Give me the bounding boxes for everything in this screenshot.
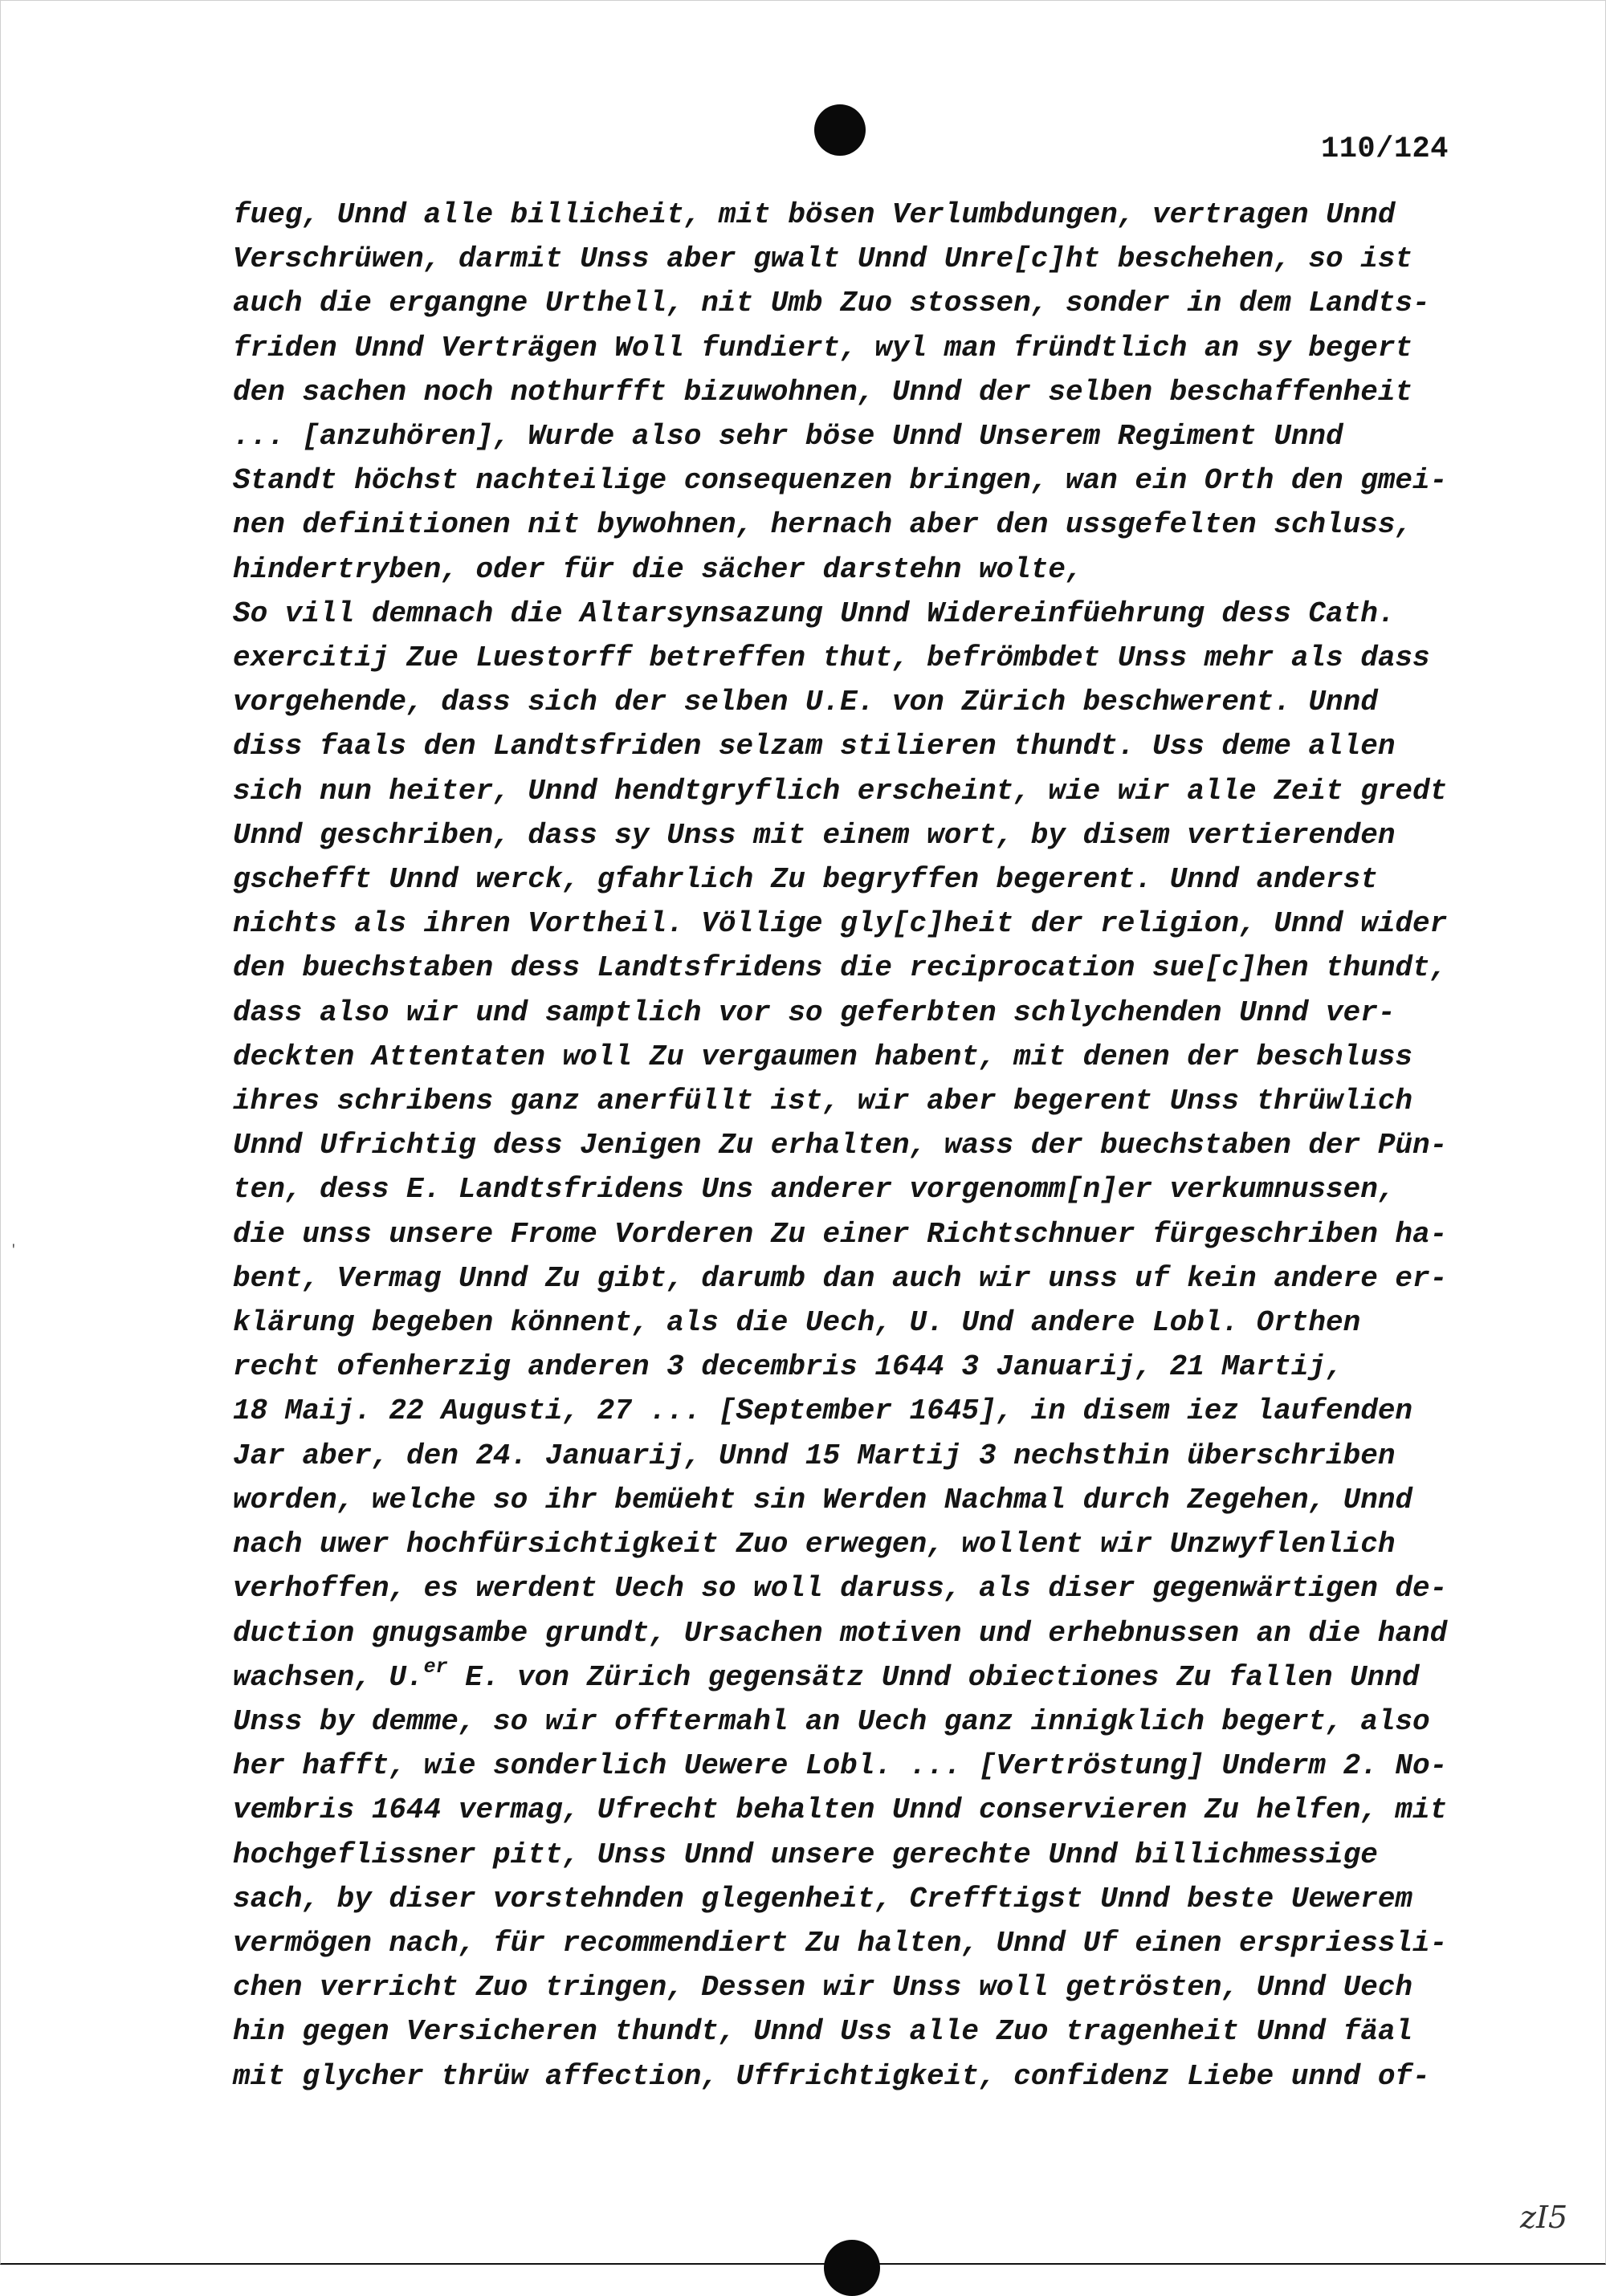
text-line: verhoffen, es werdent Uech so woll daruss, als diser gegenwärtigen de- <box>233 1572 1448 1606</box>
text-line: Unss by demme, so wir offtermahl an Uech ganz innigklich begert, also <box>233 1704 1430 1738</box>
text-line: nichts als ihren Vortheil. Völlige gly[c]heit der religion, Unnd wider <box>233 907 1448 941</box>
text-line: worden, welche so ihr bemüeht sin Werden Nachmal durch Zegehen, Unnd <box>233 1483 1413 1516</box>
text-line: sach, by diser vorstehnden glegenheit, Crefftigst Unnd beste Uewerem <box>233 1882 1413 1915</box>
text-line: Verschrüwen, darmit Unss aber gwalt Unnd Unre[c]ht beschehen, so ist <box>233 242 1413 276</box>
punch-hole-top <box>814 104 866 156</box>
text-line: diss faals den Landtsfriden selzam stilieren thundt. Uss deme allen <box>233 730 1396 763</box>
text-line: fueg, Unnd alle billicheit, mit bösen Verlumbdungen, vertragen Unnd <box>233 198 1396 231</box>
text-line: Jar aber, den 24. Januarij, Unnd 15 Martij 3 nechsthin überschriben <box>233 1439 1396 1472</box>
text-line: hindertryben, oder für die sächer darstehn wolte, <box>233 552 1083 586</box>
text-line: Unnd geschriben, dass sy Unss mit einem wort, by disem vertierenden <box>233 818 1396 852</box>
text-line: ... [anzuhören], Wurde also sehr böse Unnd Unserem Regiment Unnd <box>233 420 1343 454</box>
text-line: den sachen noch nothurfft bizuwohnen, Unnd der selben beschaffenheit <box>233 375 1413 409</box>
text-line: sich nun heiter, Unnd hendtgryflich erscheint, wie wir alle Zeit gredt <box>233 774 1448 808</box>
text-line: auch die ergangne Urthell, nit Umb Zuo stossen, sonder in dem Landts- <box>233 287 1430 320</box>
edge-mark: ' <box>10 1243 18 1257</box>
text-line: ten, dess E. Landtsfridens Uns anderer vorgenomm[n]er verkumnussen, <box>233 1173 1396 1207</box>
text-line: klärung begeben könnent, als die Uech, U. Und andere Lobl. Orthen <box>233 1306 1361 1340</box>
text-line: nach uwer hochfürsichtigkeit Zuo erwegen, wollent wir Unzwyflenlich <box>233 1528 1396 1561</box>
text-line: her hafft, wie sonderlich Uewere Lobl. ... [Vertröstung] Underm 2. No- <box>233 1749 1448 1783</box>
text-line: vembris 1644 vermag, Ufrecht behalten Unnd conservieren Zu helfen, mit <box>233 1793 1448 1827</box>
text-line: 18 Maij. 22 Augusti, 27 ... [September 1645], in disem iez laufenden <box>233 1394 1413 1428</box>
text-line: Standt höchst nachteilige consequenzen bringen, wan ein Orth den gmei- <box>233 464 1448 498</box>
punch-hole-bottom <box>824 2240 880 2296</box>
text-line: chen verricht Zuo tringen, Dessen wir Unss woll getrösten, Unnd Uech <box>233 1971 1413 2005</box>
text-line: bent, Vermag Unnd Zu gibt, darumb dan auch wir unss uf kein andere er- <box>233 1261 1448 1295</box>
text-line: exercitij Zue Luestorff betreffen thut, befrömbdet Unss mehr als dass <box>233 641 1430 675</box>
text-line: So vill demnach die Altarsynsazung Unnd Widereinfüehrung dess Cath. <box>233 596 1396 630</box>
text-line: vermögen nach, für recommendiert Zu halten, Unnd Uf einen erspriessli- <box>233 1926 1448 1960</box>
text-line: Unnd Ufrichtig dess Jenigen Zu erhalten, wass der buechstaben der Pün- <box>233 1129 1448 1162</box>
text-line: vorgehende, dass sich der selben U.E. von Zürich beschwerent. Unnd <box>233 686 1378 719</box>
text-line: die unss unsere Frome Vorderen Zu einer Richtschnuer fürgeschriben ha- <box>233 1217 1448 1251</box>
text-line: gschefft Unnd werck, gfahrlich Zu begryffen begerent. Unnd anderst <box>233 863 1378 897</box>
text-line: recht ofenherzig anderen 3 decembris 1644 3 Januarij, 21 Martij, <box>233 1350 1343 1384</box>
text-line: den buechstaben dess Landtsfridens die reciprocation sue[c]hen thundt, <box>233 951 1448 985</box>
document-body <box>233 193 1486 2099</box>
text-line: hin gegen Versicheren thundt, Unnd Uss alle Zuo tragenheit Unnd fäal <box>233 2015 1413 2049</box>
text-line: dass also wir und samptlich vor so geferbten schlychenden Unnd ver- <box>233 995 1396 1029</box>
text-line: deckten Attentaten woll Zu vergaumen habent, mit denen der beschluss <box>233 1040 1413 1073</box>
text-line: nen definitionen nit bywohnen, hernach aber den ussgefelten schluss, <box>233 508 1413 542</box>
superscript-er: er <box>423 1655 448 1679</box>
text-line: friden Unnd Verträgen Woll fundiert, wyl man fründtlich an sy begert <box>233 331 1413 364</box>
text-line-superscript <box>233 1655 1486 1700</box>
text-line: hochgeflissner pitt, Unss Unnd unsere gerechte Unnd billichmessige <box>233 1838 1378 1871</box>
handwritten-marginal-note: zΙ5 <box>1520 2200 1568 2235</box>
text-line: ihres schribens ganz anerfüllt ist, wir aber begerent Unss thrüwlich <box>233 1085 1413 1118</box>
text-line: duction gnugsambe grundt, Ursachen motiven und erhebnussen an die hand <box>233 1616 1448 1650</box>
page-number: 110/124 <box>1321 132 1449 166</box>
text-segment: E. von Zürich gegensätz Unnd obiectiones Zu fallen Unnd <box>447 1660 1420 1694</box>
text-line: mit glycher thrüw affection, Uffrichtigkeit, confidenz Liebe unnd of- <box>233 2059 1430 2093</box>
text-segment: wachsen, U. <box>233 1660 424 1694</box>
